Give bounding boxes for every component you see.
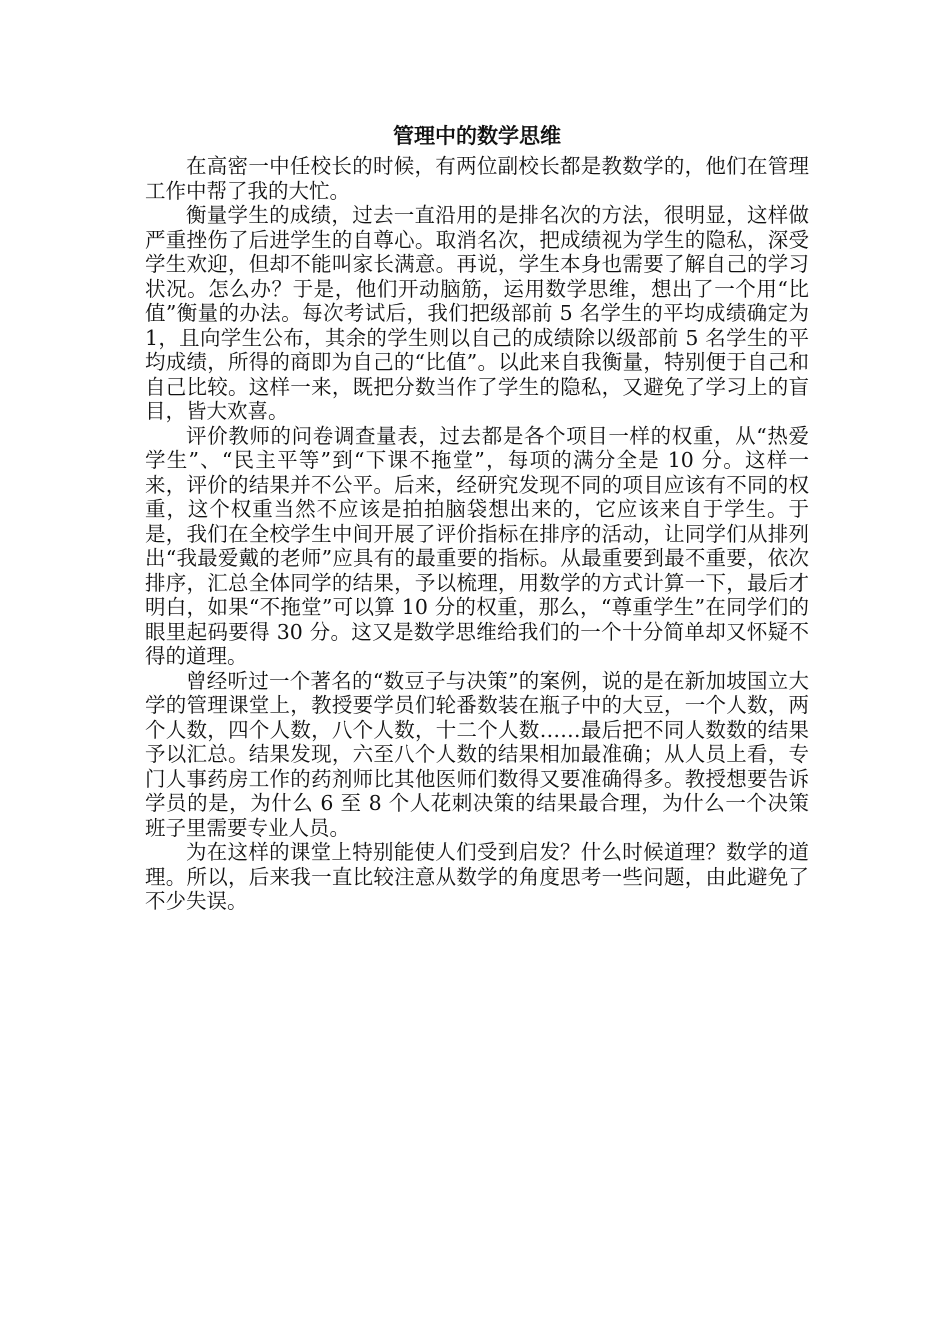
document-page (145, 118, 809, 914)
paragraph-1: 在高密一中任校长的时候，有两位副校长都是教数学的，他们在管理工作中帮了我的大忙。 (145, 154, 809, 203)
document-title: 管理中的数学思维 (393, 123, 561, 148)
paragraph-4: 曾经听过一个著名的“数豆子与决策”的案例，说的是在新加坡国立大学的管理课堂上，教授要学员们轮番数装在瓶子中的大豆，一个人数，两个人数，四个人数，八个人数，十二个人数……最后把不同人数数的结果予以汇总。结果发现，六至八个人数的结果相加最准确；从人员上看，专门人事药房工作的药剂师比其他医师们数得又要准确得多。教授想要告诉学员的是，为什么 6 至 8 个人花刺决策的结果最合理，为什么一个决策班子里需要专业人员。 (145, 668, 809, 840)
paragraph-5: 为在这样的课堂上特别能使人们受到启发？什么时候道理？数学的道理。所以，后来我一直比较注意从数学的角度思考一些问题，由此避免了不少失误。 (145, 840, 809, 913)
paragraph-2: 衡量学生的成绩，过去一直沿用的是排名次的方法，很明显，这样做严重挫伤了后进学生的自尊心。取消名次，把成绩视为学生的隐私，深受学生欢迎，但却不能叫家长满意。再说，学生本身也需要了解自己的学习状况。怎么办？于是，他们开动脑筋，运用数学思维，想出了一个用“比值”衡量的办法。每次考试后，我们把级部前 5 名学生的平均成绩确定为 1，且向学生公布，其余的学生则以自己的成绩除以级部前 5 名学生的平均成绩，所得的商即为自己的“比值”。以此来自我衡量，特别便于自己和自己比较。这样一来，既把分数当作了学生的隐私，又避免了学习上的盲目，皆大欢喜。 (145, 203, 809, 423)
paragraph-3: 评价教师的问卷调查量表，过去都是各个项目一样的权重，从“热爱学生”、“民主平等”到“下课不拖堂”，每项的满分全是 10 分。这样一来，评价的结果并不公平。后来，经研究发现不同的项目应该有不同的权重，这个权重当然不应该是拍拍脑袋想出来的，它应该来自于学生。于是，我们在全校学生中间开展了评价指标在排序的活动，让同学们从排列出“我最爱戴的老师”应具有的最重要的指标。从最重要到最不重要，依次排序，汇总全体同学的结果，予以梳理，用数学的方式计算一下，最后才明白，如果“不拖堂”可以算 10 分的权重，那么，“尊重学生”在同学们的眼里起码要得 30 分。这又是数学思维给我们的一个十分简单却又怀疑不得的道理。 (145, 423, 809, 668)
